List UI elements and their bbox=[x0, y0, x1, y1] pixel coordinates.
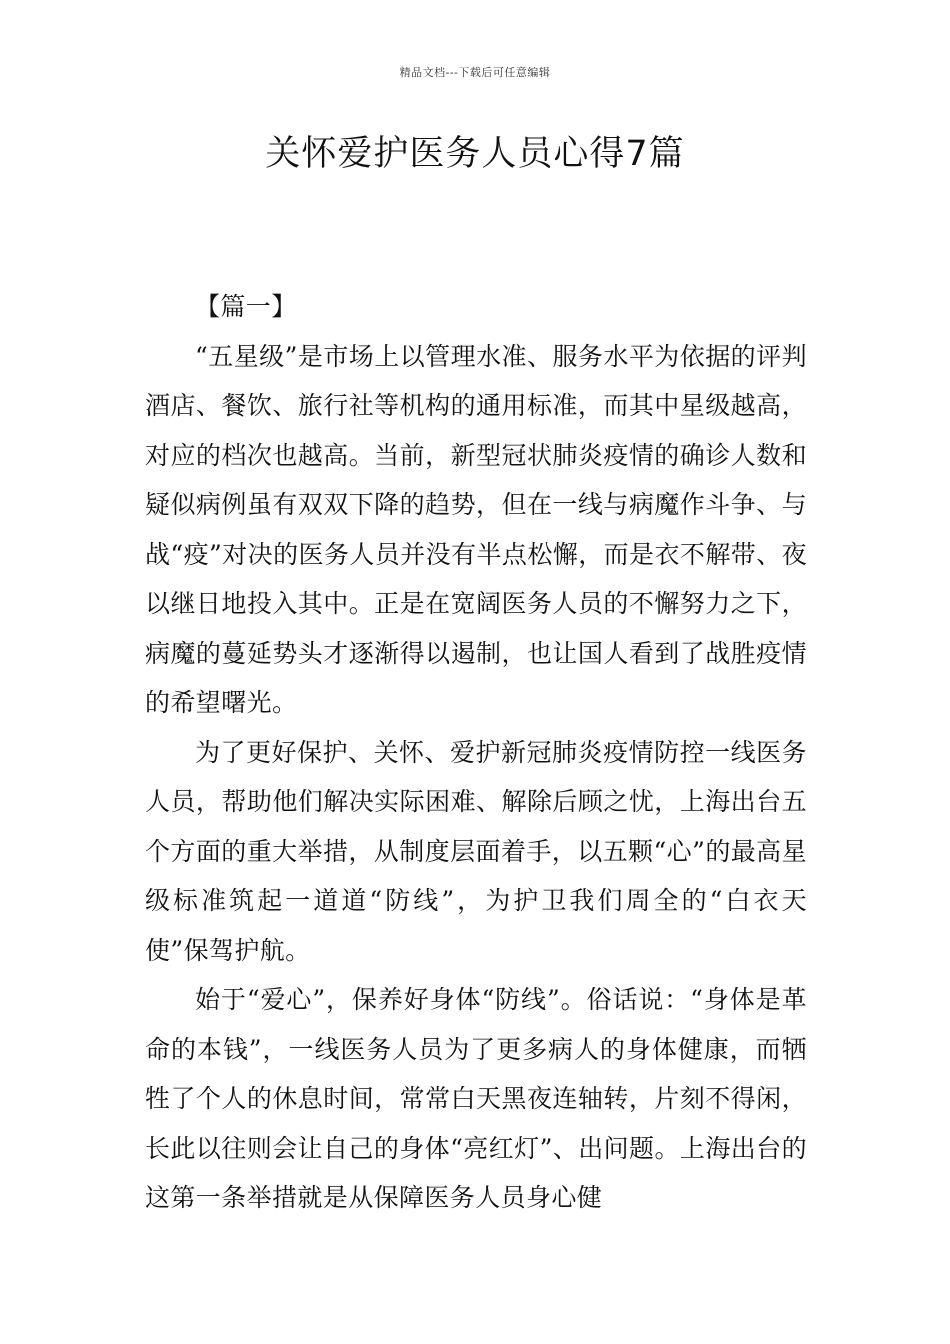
header-note: 精品文档---下载后可任意编辑 bbox=[399, 66, 551, 79]
paragraph-1: “五星级”是市场上以管理水准、服务水平为依据的评判酒店、餐饮、旅行社等机构的通用标准，而其中星级越高，对应的档次也越高。当前，新型冠状肺炎疫情的确诊人数和疑似病例虽有双双下降的趋势，但在一线与病魔作斗争、与战“疫”对决的医务人员并没有半点松懈，而是衣不解带、夜以继日地投入其中。正是在宽阔医务人员的不懈努力之下，病魔的蔓延势头才逐渐得以遏制，也让国人看到了战胜疫情的希望曙光。 bbox=[145, 341, 807, 717]
section-heading: 【篇一】 bbox=[195, 292, 297, 321]
document-title: 关怀爱护医务人员心得7篇 bbox=[265, 134, 685, 174]
paragraph-2: 为了更好保护、关怀、爱护新冠肺炎疫情防控一线医务人员，帮助他们解决实际困难、解除后顾之忧，上海出台五个方面的重大举措，从制度层面着手，以五颗“心”的最高星级标准筑起一道道“防线”，为护卫我们周全的“白衣天使”保驾护航。 bbox=[145, 737, 807, 965]
document-body bbox=[145, 282, 807, 1223]
paragraph-3: 始于“爱心”，保养好身体“防线”。俗话说：“身体是革命的本钱”，一线医务人员为了更多病人的身体健康，而牺牲了个人的休息时间，常常白天黑夜连轴转，片刻不得闲，长此以往则会让自己的身体“亮红灯”、出问题。上海出台的这第一条举措就是从保障医务人员身心健 bbox=[145, 985, 807, 1212]
